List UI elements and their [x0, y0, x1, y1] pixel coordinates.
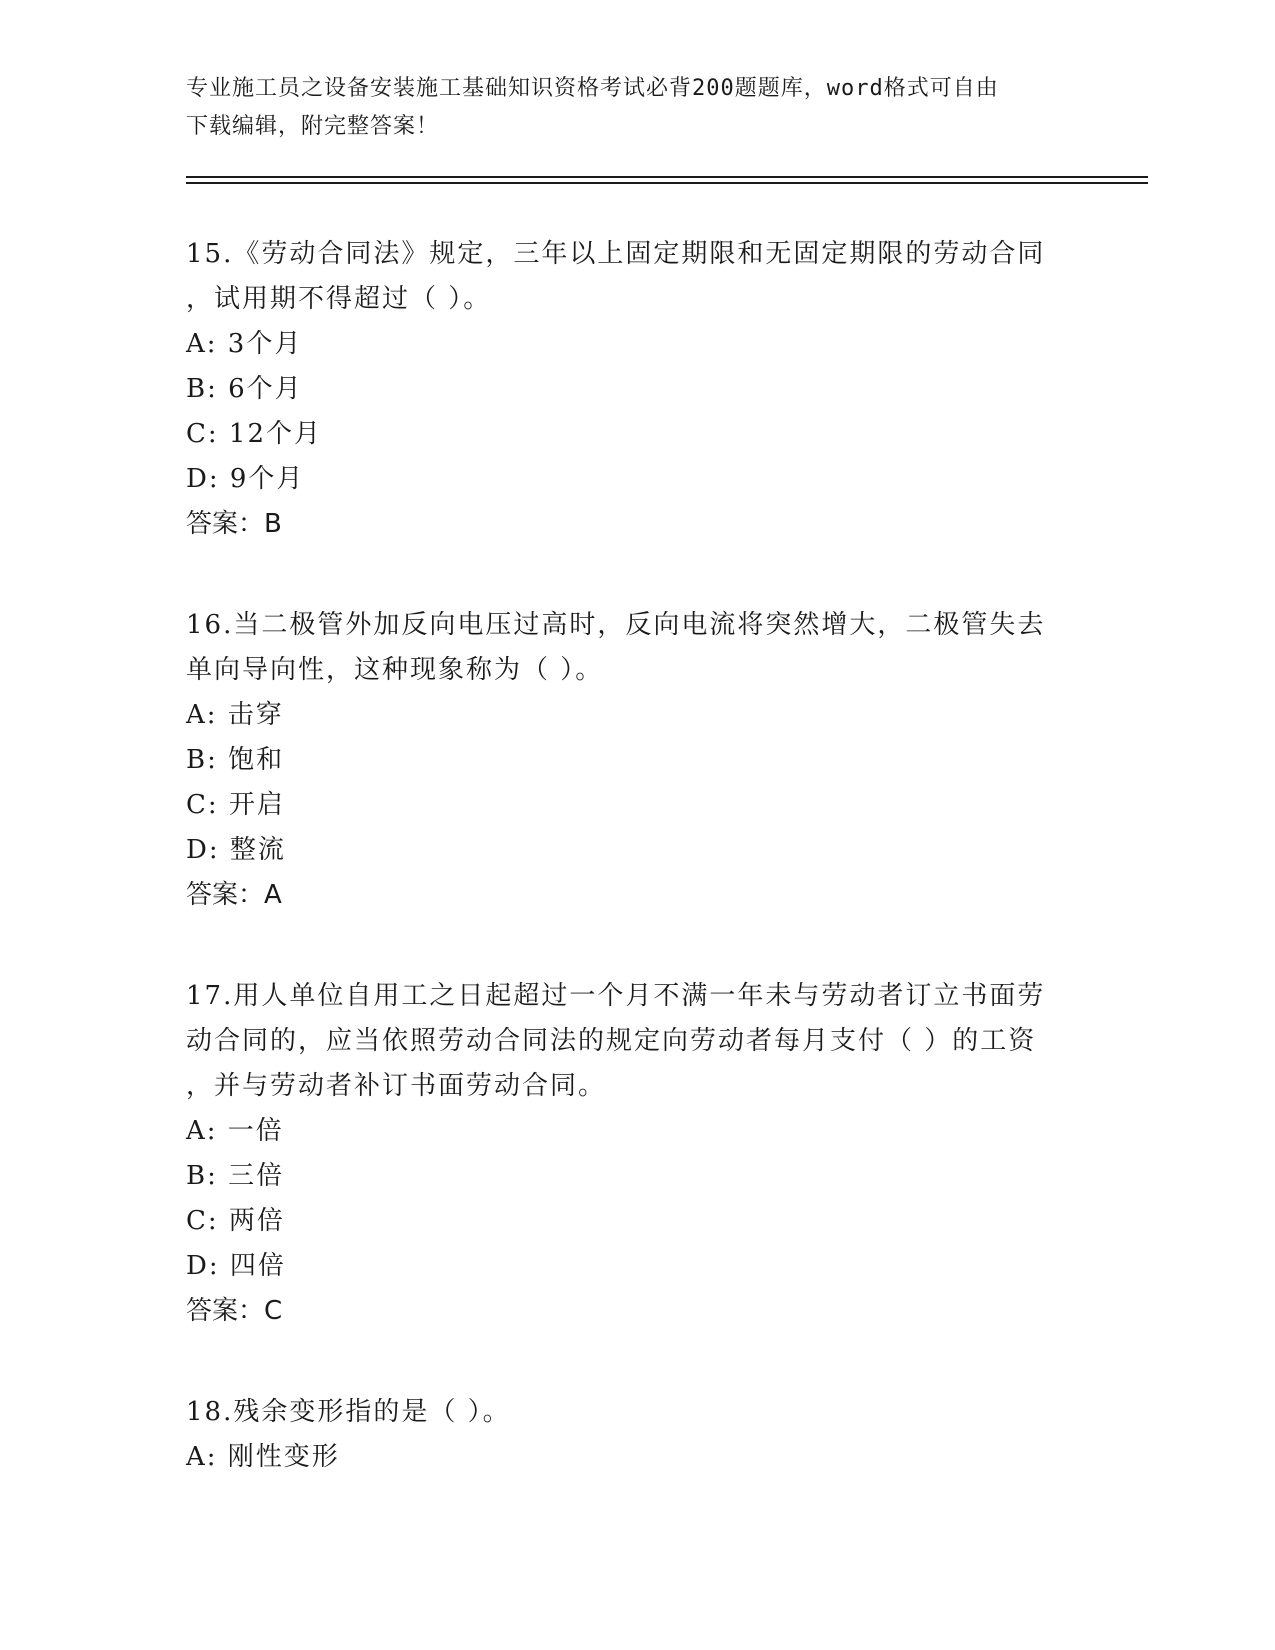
question-18 — [186, 1390, 1086, 1480]
header-line-1: 专业施工员之设备安装施工基础知识资格考试必背200题题库，word格式可自由 — [186, 76, 999, 101]
question-list — [186, 232, 1086, 1536]
option-a: A: 刚性变形 — [186, 1442, 340, 1472]
question-stem-line: ，并与劳动者补订书面劳动合同。 — [186, 1071, 607, 1101]
option-c: C: 12个月 — [186, 419, 323, 449]
answer-line: 答案：C — [186, 1296, 283, 1326]
option-a: A: 一倍 — [186, 1116, 284, 1146]
option-a: A: 击穿 — [186, 700, 284, 730]
option-c: C: 开启 — [186, 790, 285, 820]
option-d: D: 整流 — [186, 835, 286, 865]
question-16 — [186, 603, 1086, 918]
option-b: B: 三倍 — [186, 1161, 285, 1191]
question-15 — [186, 232, 1086, 547]
answer-line: 答案：A — [186, 880, 282, 910]
question-stem-line: 17.用人单位自用工之日起超过一个月不满一年未与劳动者订立书面劳 — [186, 981, 1046, 1011]
question-stem-line: 18.残余变形指的是（ ）。 — [186, 1397, 511, 1427]
document-header — [186, 70, 1086, 146]
option-d: D: 9个月 — [186, 464, 305, 494]
header-divider-top — [186, 176, 1148, 178]
question-stem-line: 动合同的，应当依照劳动合同法的规定向劳动者每月支付（ ）的工资 — [186, 1026, 1037, 1056]
option-b: B: 饱和 — [186, 745, 285, 775]
option-a: A: 3个月 — [186, 329, 303, 359]
option-b: B: 6个月 — [186, 374, 303, 404]
header-divider-bottom — [186, 182, 1148, 184]
header-line-2: 下载编辑，附完整答案！ — [186, 114, 440, 139]
answer-line: 答案：B — [186, 509, 282, 539]
option-c: C: 两倍 — [186, 1206, 285, 1236]
option-d: D: 四倍 — [186, 1251, 286, 1281]
question-stem-line: 16.当二极管外加反向电压过高时，反向电流将突然增大，二极管失去 — [186, 610, 1046, 640]
question-stem-line: 单向导向性，这种现象称为（ ）。 — [186, 655, 604, 685]
question-stem-line: ，试用期不得超过（ ）。 — [186, 284, 492, 314]
question-17 — [186, 974, 1086, 1334]
question-stem-line: 15.《劳动合同法》规定，三年以上固定期限和无固定期限的劳动合同 — [186, 239, 1046, 269]
